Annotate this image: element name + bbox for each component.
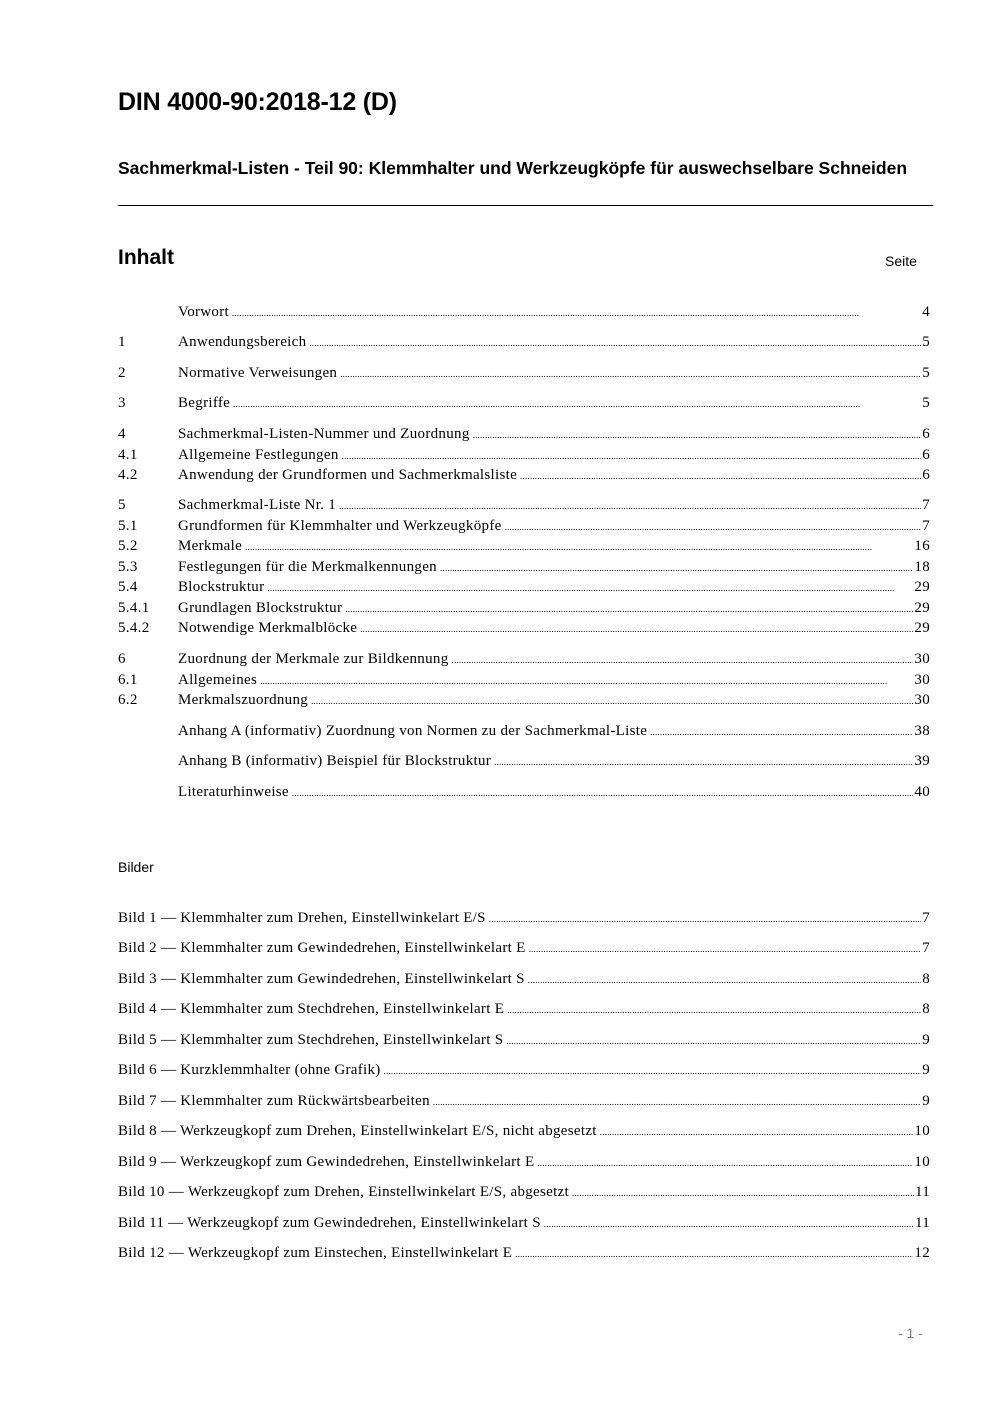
figure-entry-title: Bild 5 — Klemmhalter zum Stechdrehen, Einstellwinkelart S (118, 1032, 504, 1048)
dot-leader (339, 495, 921, 516)
dot-leader (489, 908, 921, 929)
toc-entry[interactable] (118, 536, 930, 556)
figures-heading: Bilder (118, 859, 154, 875)
toc-entry-number: 5.4.1 (118, 600, 150, 616)
dot-leader (311, 690, 913, 711)
figure-entry-page: 8 (922, 971, 930, 987)
toc-entry-page: 16 (914, 538, 930, 554)
dot-leader (232, 302, 921, 323)
figure-entry-page: 10 (914, 1123, 930, 1139)
toc-entry-title: Grundformen für Klemmhalter und Werkzeugköpfe (178, 518, 502, 534)
dot-leader (650, 721, 913, 742)
toc-entry-number: 4.1 (118, 447, 138, 463)
toc-entry[interactable] (118, 751, 930, 771)
dot-leader (494, 751, 913, 772)
dot-leader (233, 393, 921, 414)
toc-entry-page: 30 (914, 672, 930, 688)
toc-entry-title: Literaturhinweise (178, 784, 289, 800)
toc-entry-page: 4 (922, 304, 930, 320)
toc-entry[interactable] (118, 495, 930, 515)
toc-entry-title: Merkmalszuordnung (178, 692, 309, 708)
toc-entry-title: Allgemeine Festlegungen (178, 447, 339, 463)
dot-leader (360, 618, 913, 639)
toc-entry-title: Vorwort (178, 304, 229, 320)
dot-leader (520, 465, 921, 486)
dot-leader (345, 598, 913, 619)
title-divider (118, 205, 933, 206)
dot-leader (507, 999, 921, 1020)
toc-entry[interactable] (118, 721, 930, 741)
toc-entry[interactable] (118, 465, 930, 485)
toc-entry[interactable] (118, 782, 930, 802)
figure-entry[interactable] (118, 1213, 930, 1233)
figure-entry-title: Bild 11 — Werkzeugkopf zum Gewindedrehen, Einstellwinkelart S (118, 1215, 541, 1231)
toc-entry-number: 4.2 (118, 467, 138, 483)
dot-leader (440, 557, 913, 578)
figure-entry-title: Bild 9 — Werkzeugkopf zum Gewindedrehen, Einstellwinkelart E (118, 1154, 535, 1170)
toc-entry[interactable] (118, 649, 930, 669)
toc-entry-number: 5 (118, 497, 126, 513)
figure-entry[interactable] (118, 1243, 930, 1263)
toc-entry[interactable] (118, 424, 930, 444)
figure-entry-page: 9 (922, 1062, 930, 1078)
figure-entry-title: Bild 3 — Klemmhalter zum Gewindedrehen, Einstellwinkelart S (118, 971, 525, 987)
toc-entry-number: 1 (118, 334, 126, 350)
toc-entry-page: 30 (914, 692, 930, 708)
dot-leader (544, 1213, 914, 1234)
toc-entry-number: 6.1 (118, 672, 138, 688)
toc-entry-page: 39 (914, 753, 930, 769)
document-id: DIN 4000-90:2018-12 (D) (118, 88, 397, 116)
toc-entry-page: 38 (914, 723, 930, 739)
figure-entry-title: Bild 6 — Kurzklemmhalter (ohne Grafik) (118, 1062, 381, 1078)
toc-entry[interactable] (118, 302, 930, 322)
toc-entry-page: 5 (922, 334, 930, 350)
toc-entry-number: 5.4 (118, 579, 138, 595)
dot-leader (572, 1182, 914, 1203)
dot-leader (245, 536, 913, 557)
toc-entry-number: 2 (118, 365, 126, 381)
toc-entry[interactable] (118, 690, 930, 710)
toc-entry-title: Grundlagen Blockstruktur (178, 600, 343, 616)
figure-entry[interactable] (118, 1060, 930, 1080)
dot-leader (384, 1060, 922, 1081)
figure-entry[interactable] (118, 999, 930, 1019)
dot-leader (452, 649, 914, 670)
toc-entry-title: Anhang A (informativ) Zuordnung von Normen zu der Sachmerkmal-Liste (178, 723, 648, 739)
toc-entry-title: Anwendung der Grundformen und Sachmerkmalsliste (178, 467, 518, 483)
toc-entry[interactable] (118, 393, 930, 413)
toc-entry-title: Notwendige Merkmalblöcke (178, 620, 358, 636)
figure-entry-page: 7 (922, 910, 930, 926)
toc-entry-page: 6 (922, 467, 930, 483)
toc-entry-title: Sachmerkmal-Liste Nr. 1 (178, 497, 337, 513)
toc-entry-page: 7 (922, 518, 930, 534)
toc-entry-number: 5.1 (118, 518, 138, 534)
figure-entry[interactable] (118, 1182, 930, 1202)
toc-entry-page: 5 (922, 395, 930, 411)
page-number: - 1 - (898, 1325, 923, 1341)
figure-entry-title: Bild 4 — Klemmhalter zum Stechdrehen, Einstellwinkelart E (118, 1001, 505, 1017)
toc-entry-page: 29 (914, 600, 930, 616)
toc-entry[interactable] (118, 598, 930, 618)
figure-entry[interactable] (118, 908, 930, 928)
figure-entry-page: 10 (914, 1154, 930, 1170)
toc-entry[interactable] (118, 577, 930, 597)
figure-entry[interactable] (118, 969, 930, 989)
dot-leader (506, 1030, 921, 1051)
dot-leader (529, 938, 922, 959)
toc-entry-page: 18 (914, 559, 930, 575)
toc-entry[interactable] (118, 445, 930, 465)
figure-entry-page: 11 (914, 1184, 930, 1200)
figure-entry[interactable] (118, 1091, 930, 1111)
toc-entry[interactable] (118, 670, 930, 690)
toc-entry-title: Zuordnung der Merkmale zur Bildkennung (178, 651, 449, 667)
dot-leader (537, 1152, 913, 1173)
figure-entry-title: Bild 1 — Klemmhalter zum Drehen, Einstellwinkelart E/S (118, 910, 486, 926)
toc-entry-title: Merkmale (178, 538, 243, 554)
figure-entry-page: 8 (922, 1001, 930, 1017)
dot-leader (528, 969, 921, 990)
figure-entry-page: 12 (914, 1245, 930, 1261)
figure-entry[interactable] (118, 1030, 930, 1050)
toc-entry-page: 7 (922, 497, 930, 513)
figure-entry[interactable] (118, 1152, 930, 1172)
figure-entry-page: 7 (922, 940, 930, 956)
dot-leader (292, 782, 913, 803)
toc-heading: Inhalt (118, 246, 174, 269)
toc-entry[interactable] (118, 618, 930, 638)
toc-entry-number: 6.2 (118, 692, 138, 708)
figure-entry-page: 9 (922, 1093, 930, 1109)
toc-entry-page: 29 (914, 620, 930, 636)
toc-entry-title: Festlegungen für die Merkmalkennungen (178, 559, 437, 575)
dot-leader (267, 577, 913, 598)
dot-leader (342, 445, 922, 466)
toc-entry[interactable] (118, 332, 930, 352)
toc-entry-title: Begriffe (178, 395, 231, 411)
dot-leader (433, 1091, 921, 1112)
dot-leader (600, 1121, 914, 1142)
page-column-label: Seite (885, 253, 917, 269)
toc-entry-title: Anhang B (informativ) Beispiel für Blockstruktur (178, 753, 492, 769)
figure-entry[interactable] (118, 938, 930, 958)
toc-entry-page: 6 (922, 426, 930, 442)
toc-entry[interactable] (118, 363, 930, 383)
figure-entry[interactable] (118, 1121, 930, 1141)
toc-entry-number: 5.4.2 (118, 620, 150, 636)
toc-entry-number: 5.2 (118, 538, 138, 554)
toc-entry-number: 3 (118, 395, 126, 411)
dot-leader (515, 1243, 913, 1264)
figure-entry-title: Bild 12 — Werkzeugkopf zum Einstechen, Einstellwinkelart E (118, 1245, 513, 1261)
toc-entry-page: 5 (922, 365, 930, 381)
toc-entry-page: 6 (922, 447, 930, 463)
figure-entry-title: Bild 8 — Werkzeugkopf zum Drehen, Einstellwinkelart E/S, nicht abgesetzt (118, 1123, 597, 1139)
toc-entry-title: Allgemeines (178, 672, 258, 688)
toc-entry-number: 6 (118, 651, 126, 667)
dot-leader (260, 670, 913, 691)
dot-leader (309, 332, 921, 353)
dot-leader (505, 516, 922, 537)
toc-entry-page: 40 (914, 784, 930, 800)
toc-entry-page: 29 (914, 579, 930, 595)
figure-entry-page: 9 (922, 1032, 930, 1048)
toc-entry-title: Sachmerkmal-Listen-Nummer und Zuordnung (178, 426, 470, 442)
figure-entry-page: 11 (914, 1215, 930, 1231)
toc-entry-number: 4 (118, 426, 126, 442)
document-title: Sachmerkmal-Listen - Teil 90: Klemmhalter und Werkzeugköpfe für auswechselbare Schneiden (118, 158, 908, 178)
toc-entry-title: Anwendungsbereich (178, 334, 307, 350)
figure-entry-title: Bild 10 — Werkzeugkopf zum Drehen, Einstellwinkelart E/S, abgesetzt (118, 1184, 570, 1200)
toc-entry-number: 5.3 (118, 559, 138, 575)
toc-entry[interactable] (118, 557, 930, 577)
toc-entry-page: 30 (914, 651, 930, 667)
figure-entry-title: Bild 2 — Klemmhalter zum Gewindedrehen, Einstellwinkelart E (118, 940, 526, 956)
dot-leader (473, 424, 922, 445)
toc-entry-title: Normative Verweisungen (178, 365, 338, 381)
figure-entry-title: Bild 7 — Klemmhalter zum Rückwärtsbearbeiten (118, 1093, 430, 1109)
toc-entry[interactable] (118, 516, 930, 536)
dot-leader (340, 363, 921, 384)
toc-entry-title: Blockstruktur (178, 579, 265, 595)
